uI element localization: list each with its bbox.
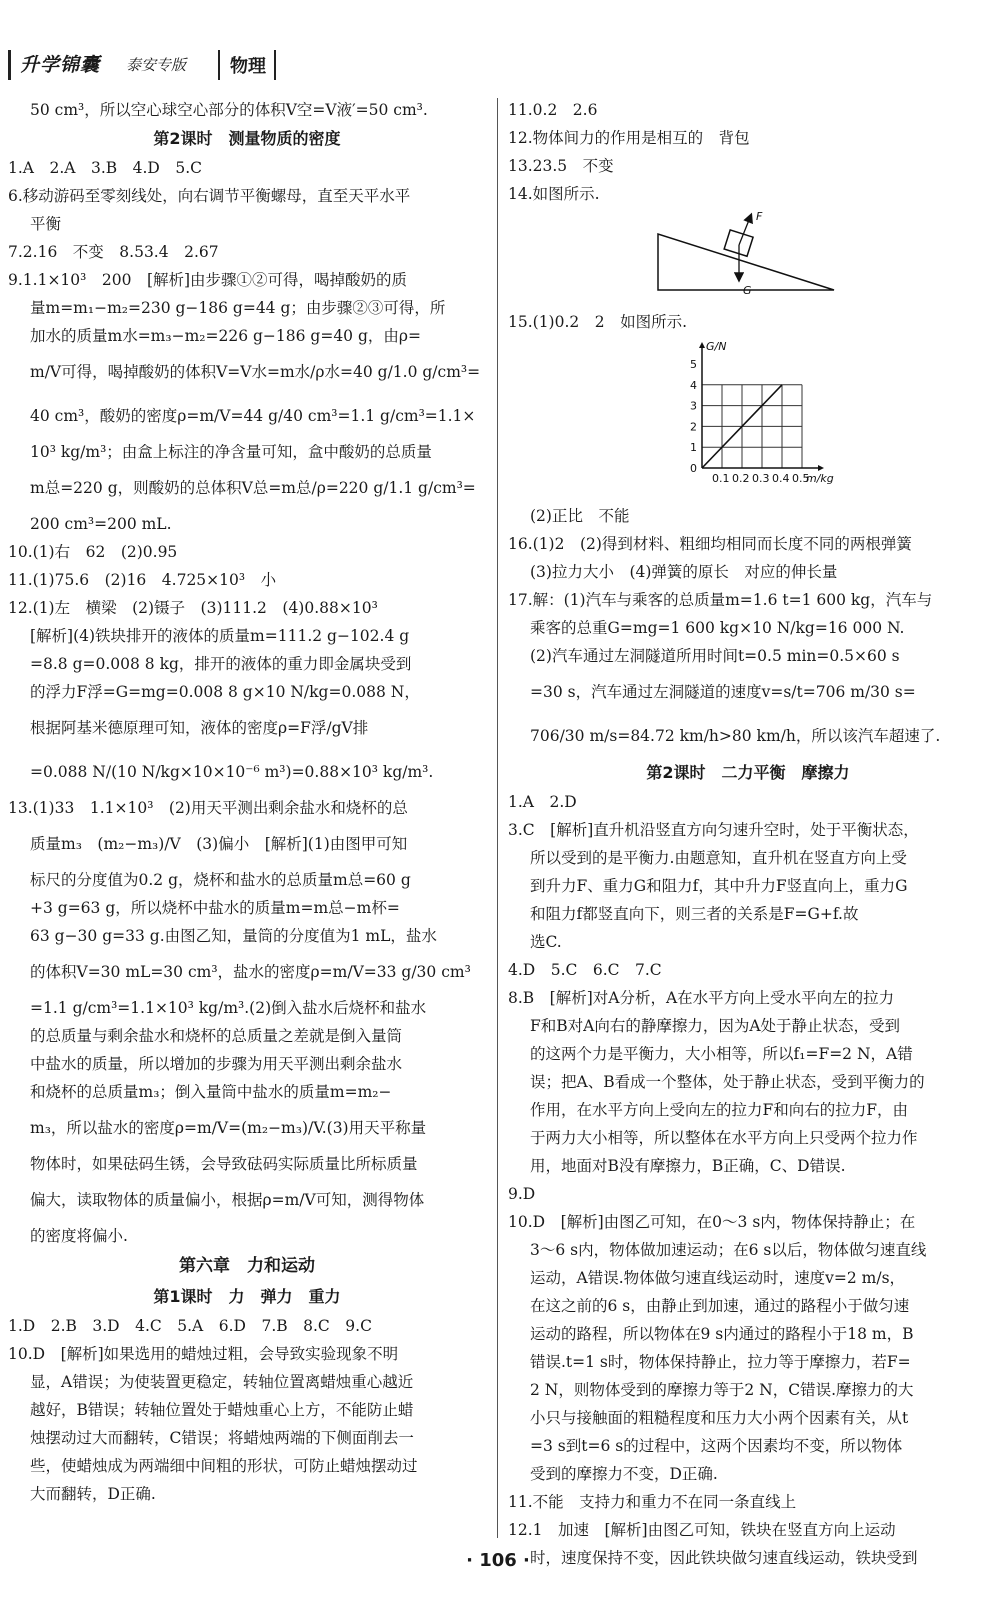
answer-line: 6.移动游码至零刻线处，向右调节平衡螺母，直至天平水平 [8, 187, 411, 205]
answer-line: 烛摆动过大而翻转，C错误；将蜡烛两端的下侧面削去一 [30, 1429, 414, 1447]
answer-line: 于两力大小相等，所以整体在水平方向上只受两个拉力作 [530, 1129, 918, 1147]
y-axis-label: G/N [706, 340, 727, 353]
answer-line: 的这两个力是平衡力，大小相等，所以f₁=F=2 N，A错 [530, 1045, 913, 1063]
answer-line: 9.1.1×10³ 200 [解析]由步骤①②可得，喝掉酸奶的质 [8, 271, 408, 289]
y-tick-label: 1 [690, 441, 697, 455]
x-tick-label: 0.2 [732, 472, 750, 485]
right-top-block [508, 96, 988, 208]
answer-line: 12.1 加速 [解析]由图乙可知，铁块在竖直方向上运动 [508, 1521, 896, 1539]
answer-line: 15.(1)0.2 2 如图所示. [508, 313, 688, 331]
incline-diagram [648, 212, 868, 304]
answer-line: 1.A 2.A 3.B 4.D 5.C [8, 159, 203, 177]
answer-line: 的体积V=30 mL=30 cm³，盐水的密度ρ=m/V=33 g/30 cm³ [30, 963, 471, 981]
answer-line: 标尺的分度值为0.2 g，烧杯和盐水的总质量m总=60 g [30, 871, 411, 889]
right-mid-block [508, 308, 988, 336]
answer-line: 10.D [解析]如果选用的蜡烛过粗，会导致实验现象不明 [8, 1345, 399, 1363]
origin-label: 0 [690, 462, 697, 475]
answer-line: 平衡 [30, 215, 62, 233]
header-separator [218, 50, 220, 80]
answer-line: 在这之前的6 s，由静止到加速，通过的路程小于做匀速 [530, 1297, 910, 1315]
x-tick-label: 0.3 [752, 472, 770, 485]
answer-line: 12.物体间力的作用是相互的 背包 [508, 129, 750, 147]
answer-line: 运动，A错误.物体做匀速直线运动时，速度v=2 m/s， [530, 1269, 906, 1287]
section-heading: 第2课时 测量物质的密度 [153, 129, 341, 148]
answer-line: 16.(1)2 (2)得到材料、粗细均相同而长度不同的两根弹簧 [508, 535, 912, 553]
subject-label: 物理 [230, 56, 266, 77]
figure-14-incline [508, 212, 988, 304]
answer-line: (3)拉力大小 (4)弹簧的原长 对应的伸长量 [530, 563, 838, 581]
answer-line: 的总质量与剩余盐水和烧杯的总质量之差就是倒入量筒 [30, 1027, 403, 1045]
answer-line: [解析](4)铁块排开的液体的质量m=111.2 g−102.4 g [30, 627, 410, 645]
left-column [8, 96, 486, 1508]
answer-line: 3.C [解析]直升机沿竖直方向匀速升空时，处于平衡状态， [508, 821, 919, 839]
answer-line: 4.D 5.C 6.C 7.C [508, 961, 662, 979]
x-tick-label: 0.5 [792, 472, 810, 485]
answer-line: m总=220 g，则酸奶的总体积V总=m总/ρ=220 g/1.1 g/cm³= [30, 479, 476, 497]
x-axis-arrow [818, 465, 824, 471]
header-separator [274, 50, 276, 80]
force-arrow-up [739, 215, 751, 245]
answer-line: 物体时，如果砝码生锈，会导致砝码实际质量比所标质量 [30, 1155, 418, 1173]
y-tick-label: 3 [690, 399, 697, 413]
page-header [8, 42, 308, 86]
answer-line: 50 cm³，所以空心球空心部分的体积V空=V液′=50 cm³. [30, 101, 428, 119]
answer-line: 11.不能 支持力和重力不在同一条直线上 [508, 1493, 797, 1511]
answer-line: 运动的路程，所以物体在9 s内通过的路程小于18 m，B [530, 1325, 914, 1343]
answer-line: 11.(1)75.6 (2)16 4.725×10³ 小 [8, 571, 277, 589]
answer-line: 误；把A、B看成一个整体，处于静止状态，受到平衡力的 [530, 1073, 925, 1091]
answer-line: 显，A错误；为使装置更稳定，转轴位置离蜡烛重心越近 [30, 1373, 414, 1391]
answer-line: 越好，B错误；转轴位置处于蜡烛重心上方，不能防止蜡 [30, 1401, 414, 1419]
answer-line: 和烧杯的总质量m₃；倒入量筒中盐水的质量m=m₂− [30, 1083, 392, 1101]
answer-line: 的密度将偏小. [30, 1227, 128, 1245]
answer-line: 8.B [解析]对A分析，A在水平方向上受水平向左的拉力 [508, 989, 895, 1007]
answer-line: 用，地面对B没有摩擦力，B正确，C、D错误. [530, 1157, 846, 1175]
answer-line: 10³ kg/m³；由盒上标注的净含量可知，盒中酸奶的总质量 [30, 443, 432, 461]
answer-line: =0.088 N/(10 N/kg×10×10⁻⁶ m³)=0.88×10³ kg/m³. [30, 763, 434, 781]
y-tick-label: 4 [690, 378, 697, 392]
answer-line: =30 s，汽车通过左洞隧道的速度v=s/t=706 m/30 s= [530, 683, 916, 701]
brand-logo: 升学锦囊 [20, 54, 101, 76]
answer-line: 200 cm³=200 mL. [30, 515, 172, 533]
x-tick-label: 0.4 [772, 472, 790, 485]
answer-line: =1.1 g/cm³=1.1×10³ kg/m³.(2)倒入盐水后烧杯和盐水 [30, 999, 427, 1017]
column-divider [497, 98, 498, 1538]
answer-line: 1.A 2.D [508, 793, 577, 811]
answer-line: =3 s到t=6 s的过程中，这两个因素均不变，所以物体 [530, 1437, 903, 1455]
answer-line: 12.(1)左 横梁 (2)镊子 (3)111.2 (4)0.88×10³ [8, 599, 378, 617]
y-tick-label: 5 [690, 358, 697, 371]
answer-line: 受到的摩擦力不变，D正确. [530, 1465, 718, 1483]
answer-line: 2 N，则物体受到的摩擦力等于2 N，C错误.摩擦力的大 [530, 1381, 914, 1399]
answer-line: 偏大，读取物体的质量偏小，根据ρ=m/V可知，测得物体 [30, 1191, 425, 1209]
answer-line: m/V可得，喝掉酸奶的体积V=V水=m水/ρ水=40 g/1.0 g/cm³= [30, 363, 481, 381]
answer-line: 13.(1)33 1.1×10³ (2)用天平测出剩余盐水和烧杯的总 [8, 799, 408, 817]
y-tick-label: 2 [690, 420, 697, 434]
answer-line: 10.(1)右 62 (2)0.95 [8, 543, 178, 561]
answer-line: 到升力F、重力G和阻力f，其中升力F竖直向上，重力G [530, 877, 908, 895]
answer-line: 63 g−30 g=33 g.由图乙知，量筒的分度值为1 mL，盐水 [30, 927, 437, 945]
answer-line: 17.解：(1)汽车与乘客的总质量m=1.6 t=1 600 kg，汽车与 [508, 591, 933, 609]
answer-line: m₃，所以盐水的密度ρ=m/V=(m₂−m₃)/V.(3)用天平称量 [30, 1119, 427, 1137]
answer-line: 时，速度保持不变，因此铁块做匀速直线运动，铁块受到 [530, 1549, 918, 1567]
answer-line: 40 cm³，酸奶的密度ρ=m/V=44 g/40 cm³=1.1 g/cm³=1.1× [30, 407, 476, 425]
answer-line: =8.8 g=0.008 8 kg，排开的液体的重力即金属块受到 [30, 655, 412, 673]
answer-line: 9.D [508, 1185, 536, 1203]
right-bottom-block [508, 502, 988, 1572]
answer-line: 1.D 2.B 3.D 4.C 5.A 6.D 7.B 8.C 9.C [8, 1317, 372, 1335]
answer-line: 乘客的总重G=mg=1 600 kg×10 N/kg=16 000 N. [530, 619, 905, 637]
force-label-g: G [743, 284, 752, 297]
answer-line: 些，使蜡烛成为两端细中间粗的形状，可防止蜡烛摆动过 [30, 1457, 418, 1475]
answer-line: 10.D [解析]由图乙可知，在0～3 s内，物体保持静止；在 [508, 1213, 916, 1231]
g-m-chart [666, 338, 856, 498]
answer-line: 7.2.16 不变 8.53.4 2.67 [8, 243, 219, 261]
answer-line: 作用，在水平方向上受向左的拉力F和向右的拉力F，由 [530, 1101, 909, 1119]
answer-line: 和阻力f都竖直向下，则三者的关系是F=G+f.故 [530, 905, 859, 923]
chart-grid [702, 385, 802, 468]
section-heading: 第2课时 二力平衡 摩擦力 [646, 763, 850, 782]
section-heading: 第1课时 力 弹力 重力 [153, 1287, 341, 1306]
answer-line: (2)汽车通过左洞隧道所用时间t=0.5 min=0.5×60 s [530, 647, 900, 665]
answer-line: 13.23.5 不变 [508, 157, 614, 175]
answer-line: 质量m₃ (m₂−m₃)/V (3)偏小 [解析](1)由图甲可知 [30, 835, 408, 853]
answer-line: 中盐水的质量，所以增加的步骤为用天平测出剩余盐水 [30, 1055, 403, 1073]
x-tick-label: 0.1 [712, 472, 730, 485]
answer-line: 706/30 m/s=84.72 km/h>80 km/h，所以该汽车超速了. [530, 727, 941, 745]
answer-line: 选C. [530, 933, 562, 951]
answer-line: 量m=m₁−m₂=230 g−186 g=44 g；由步骤②③可得，所 [30, 299, 446, 317]
right-column [508, 96, 988, 1572]
answer-line: 小只与接触面的粗糙程度和压力大小两个因素有关，从t [530, 1409, 909, 1427]
answer-line: 11.0.2 2.6 [508, 101, 598, 119]
answer-line: (2)正比 不能 [530, 507, 630, 525]
incline-triangle [658, 234, 834, 290]
answer-line: 大而翻转，D正确. [30, 1485, 156, 1503]
force-label-f: F [756, 212, 763, 223]
y-axis-arrow [699, 342, 705, 348]
answer-line: 14.如图所示. [508, 185, 600, 203]
chapter-heading: 第六章 力和运动 [179, 1256, 315, 1276]
answer-line: F和B对A向右的静摩擦力，因为A处于静止状态，受到 [530, 1017, 901, 1035]
edition-label: 泰安专版 [126, 56, 187, 74]
answer-line: 所以受到的是平衡力.由题意知，直升机在竖直方向上受 [530, 849, 907, 867]
figure-15-chart [508, 338, 988, 498]
answer-line: 加水的质量m水=m₃−m₂=226 g−186 g=40 g，由ρ= [30, 327, 421, 345]
answer-line: 3～6 s内，物体做加速运动；在6 s以后，物体做匀速直线 [530, 1241, 927, 1259]
answer-line: 根据阿基米德原理可知，液体的密度ρ=F浮/gV排 [30, 719, 369, 737]
answer-line: 的浮力F浮=G=mg=0.008 8 g×10 N/kg=0.088 N， [30, 683, 420, 701]
answer-line: +3 g=63 g，所以烧杯中盐水的质量m=m总−m杯= [30, 899, 400, 917]
answer-line: 错误.t=1 s时，物体保持静止，拉力等于摩擦力，若F= [530, 1353, 911, 1371]
header-bar [8, 50, 11, 80]
page-number: · 106 · [466, 1550, 530, 1571]
x-axis-label: m/kg [806, 472, 834, 485]
